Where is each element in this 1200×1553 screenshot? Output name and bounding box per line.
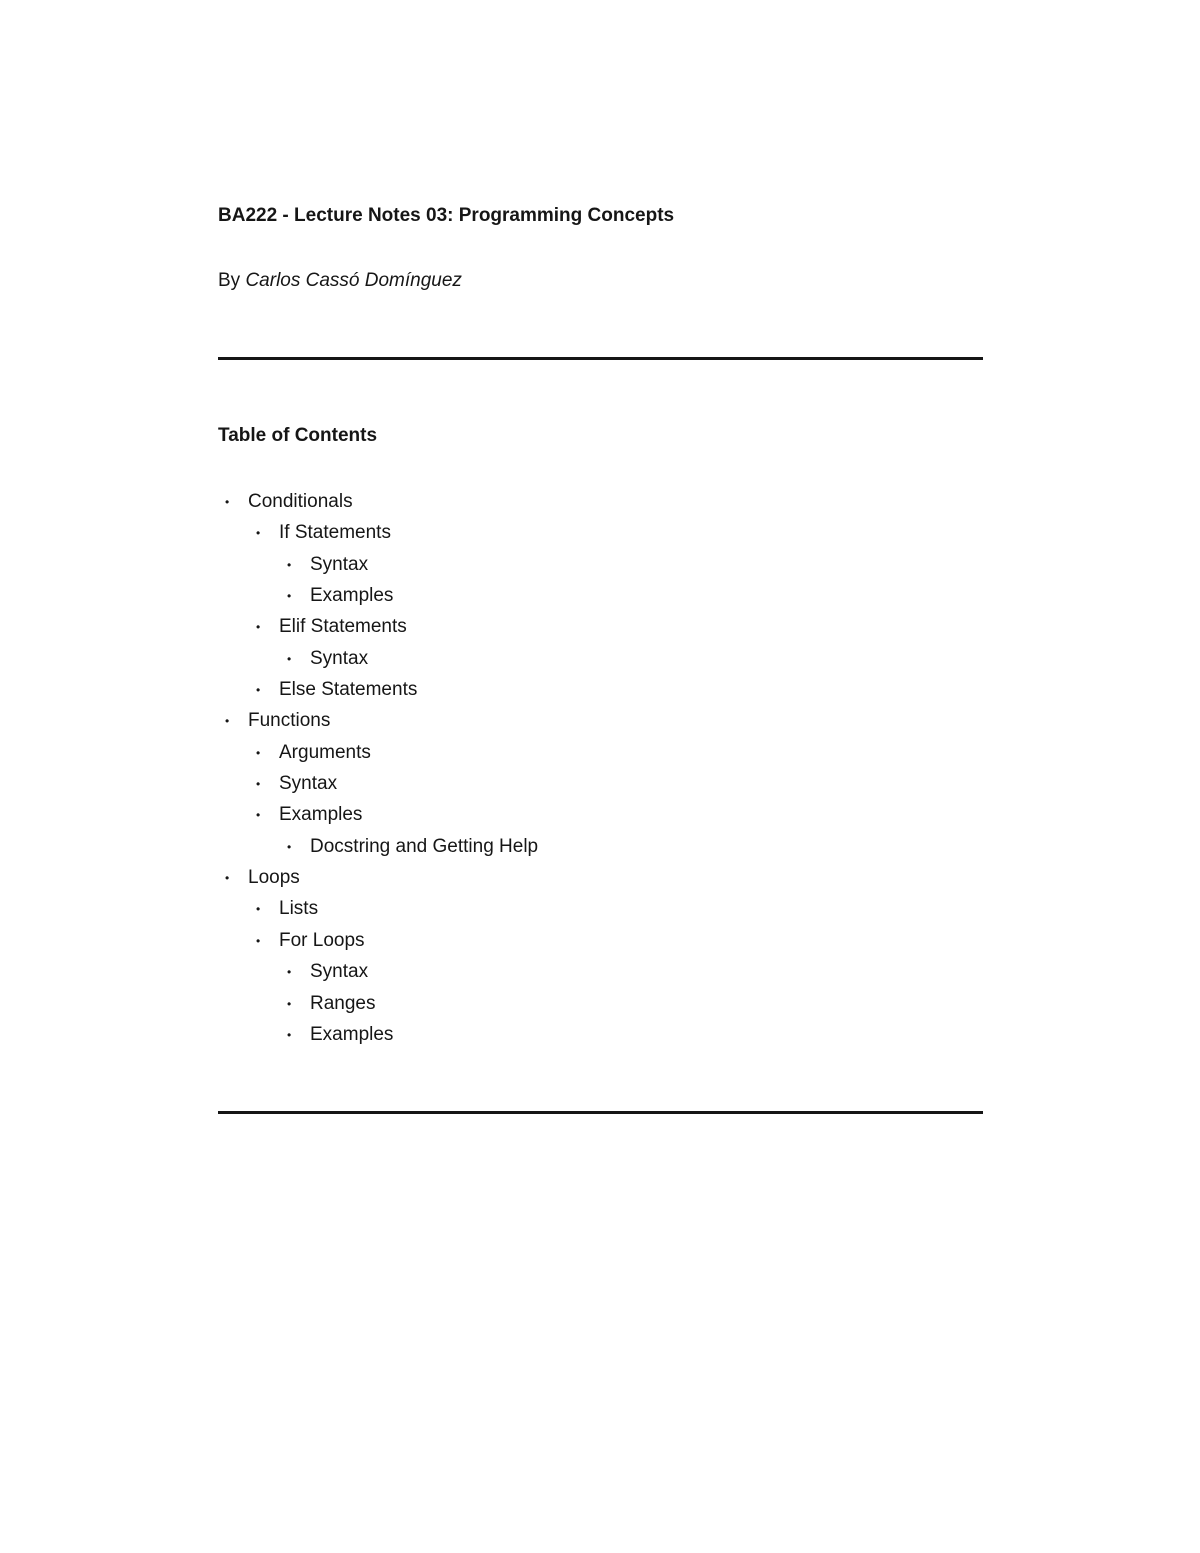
bullet-icon: •: [287, 996, 292, 1011]
bullet-icon: •: [225, 871, 230, 886]
bullet-icon: •: [256, 745, 261, 760]
toc-item-label: Ranges: [310, 992, 376, 1014]
bullet-icon: •: [287, 1027, 292, 1042]
toc-item-label: Examples: [310, 585, 394, 607]
toc-item-label: If Statements: [279, 522, 391, 544]
toc-item-label: Lists: [279, 898, 319, 920]
bullet-icon: •: [287, 651, 292, 666]
toc-item-label: Syntax: [310, 647, 369, 669]
bullet-icon: •: [256, 933, 261, 948]
toc-item-label: Examples: [310, 1023, 394, 1045]
toc-item-label: Syntax: [279, 773, 338, 795]
bullet-icon: •: [225, 714, 230, 729]
bullet-icon: •: [256, 526, 261, 541]
horizontal-rule-bottom: [218, 1111, 983, 1114]
bullet-icon: •: [256, 808, 261, 823]
toc-item-label: Docstring and Getting Help: [310, 835, 539, 857]
toc-item-label: Elif Statements: [279, 616, 407, 638]
toc-item-label: Syntax: [310, 961, 369, 983]
byline: [218, 268, 462, 294]
bullet-icon: •: [287, 965, 292, 980]
toc-heading: Table of Contents: [218, 425, 378, 446]
toc-item-label: Conditionals: [248, 491, 353, 512]
byline-prefix: By: [218, 270, 246, 291]
bullet-icon: •: [256, 777, 261, 792]
bullet-icon: •: [287, 589, 292, 604]
toc-item-label: Else Statements: [279, 679, 418, 701]
toc-item-label: Arguments: [279, 741, 371, 763]
bullet-icon: •: [287, 839, 292, 854]
toc-item-label: For Loops: [279, 929, 365, 951]
toc-item-label: Functions: [248, 710, 331, 732]
bullet-icon: •: [287, 557, 292, 572]
page-title: BA222 - Lecture Notes 03: Programming Concepts: [218, 205, 675, 226]
toc-item-label: Examples: [279, 804, 363, 826]
author-name: Carlos Cassó Domínguez: [245, 270, 462, 291]
toc-item-label: Loops: [248, 867, 300, 889]
bullet-icon: •: [256, 683, 261, 698]
bullet-icon: •: [256, 620, 261, 635]
horizontal-rule-top: [218, 357, 983, 360]
bullet-icon: •: [256, 902, 261, 917]
toc-item-label: Syntax: [310, 553, 369, 575]
bullet-icon: •: [225, 495, 230, 509]
